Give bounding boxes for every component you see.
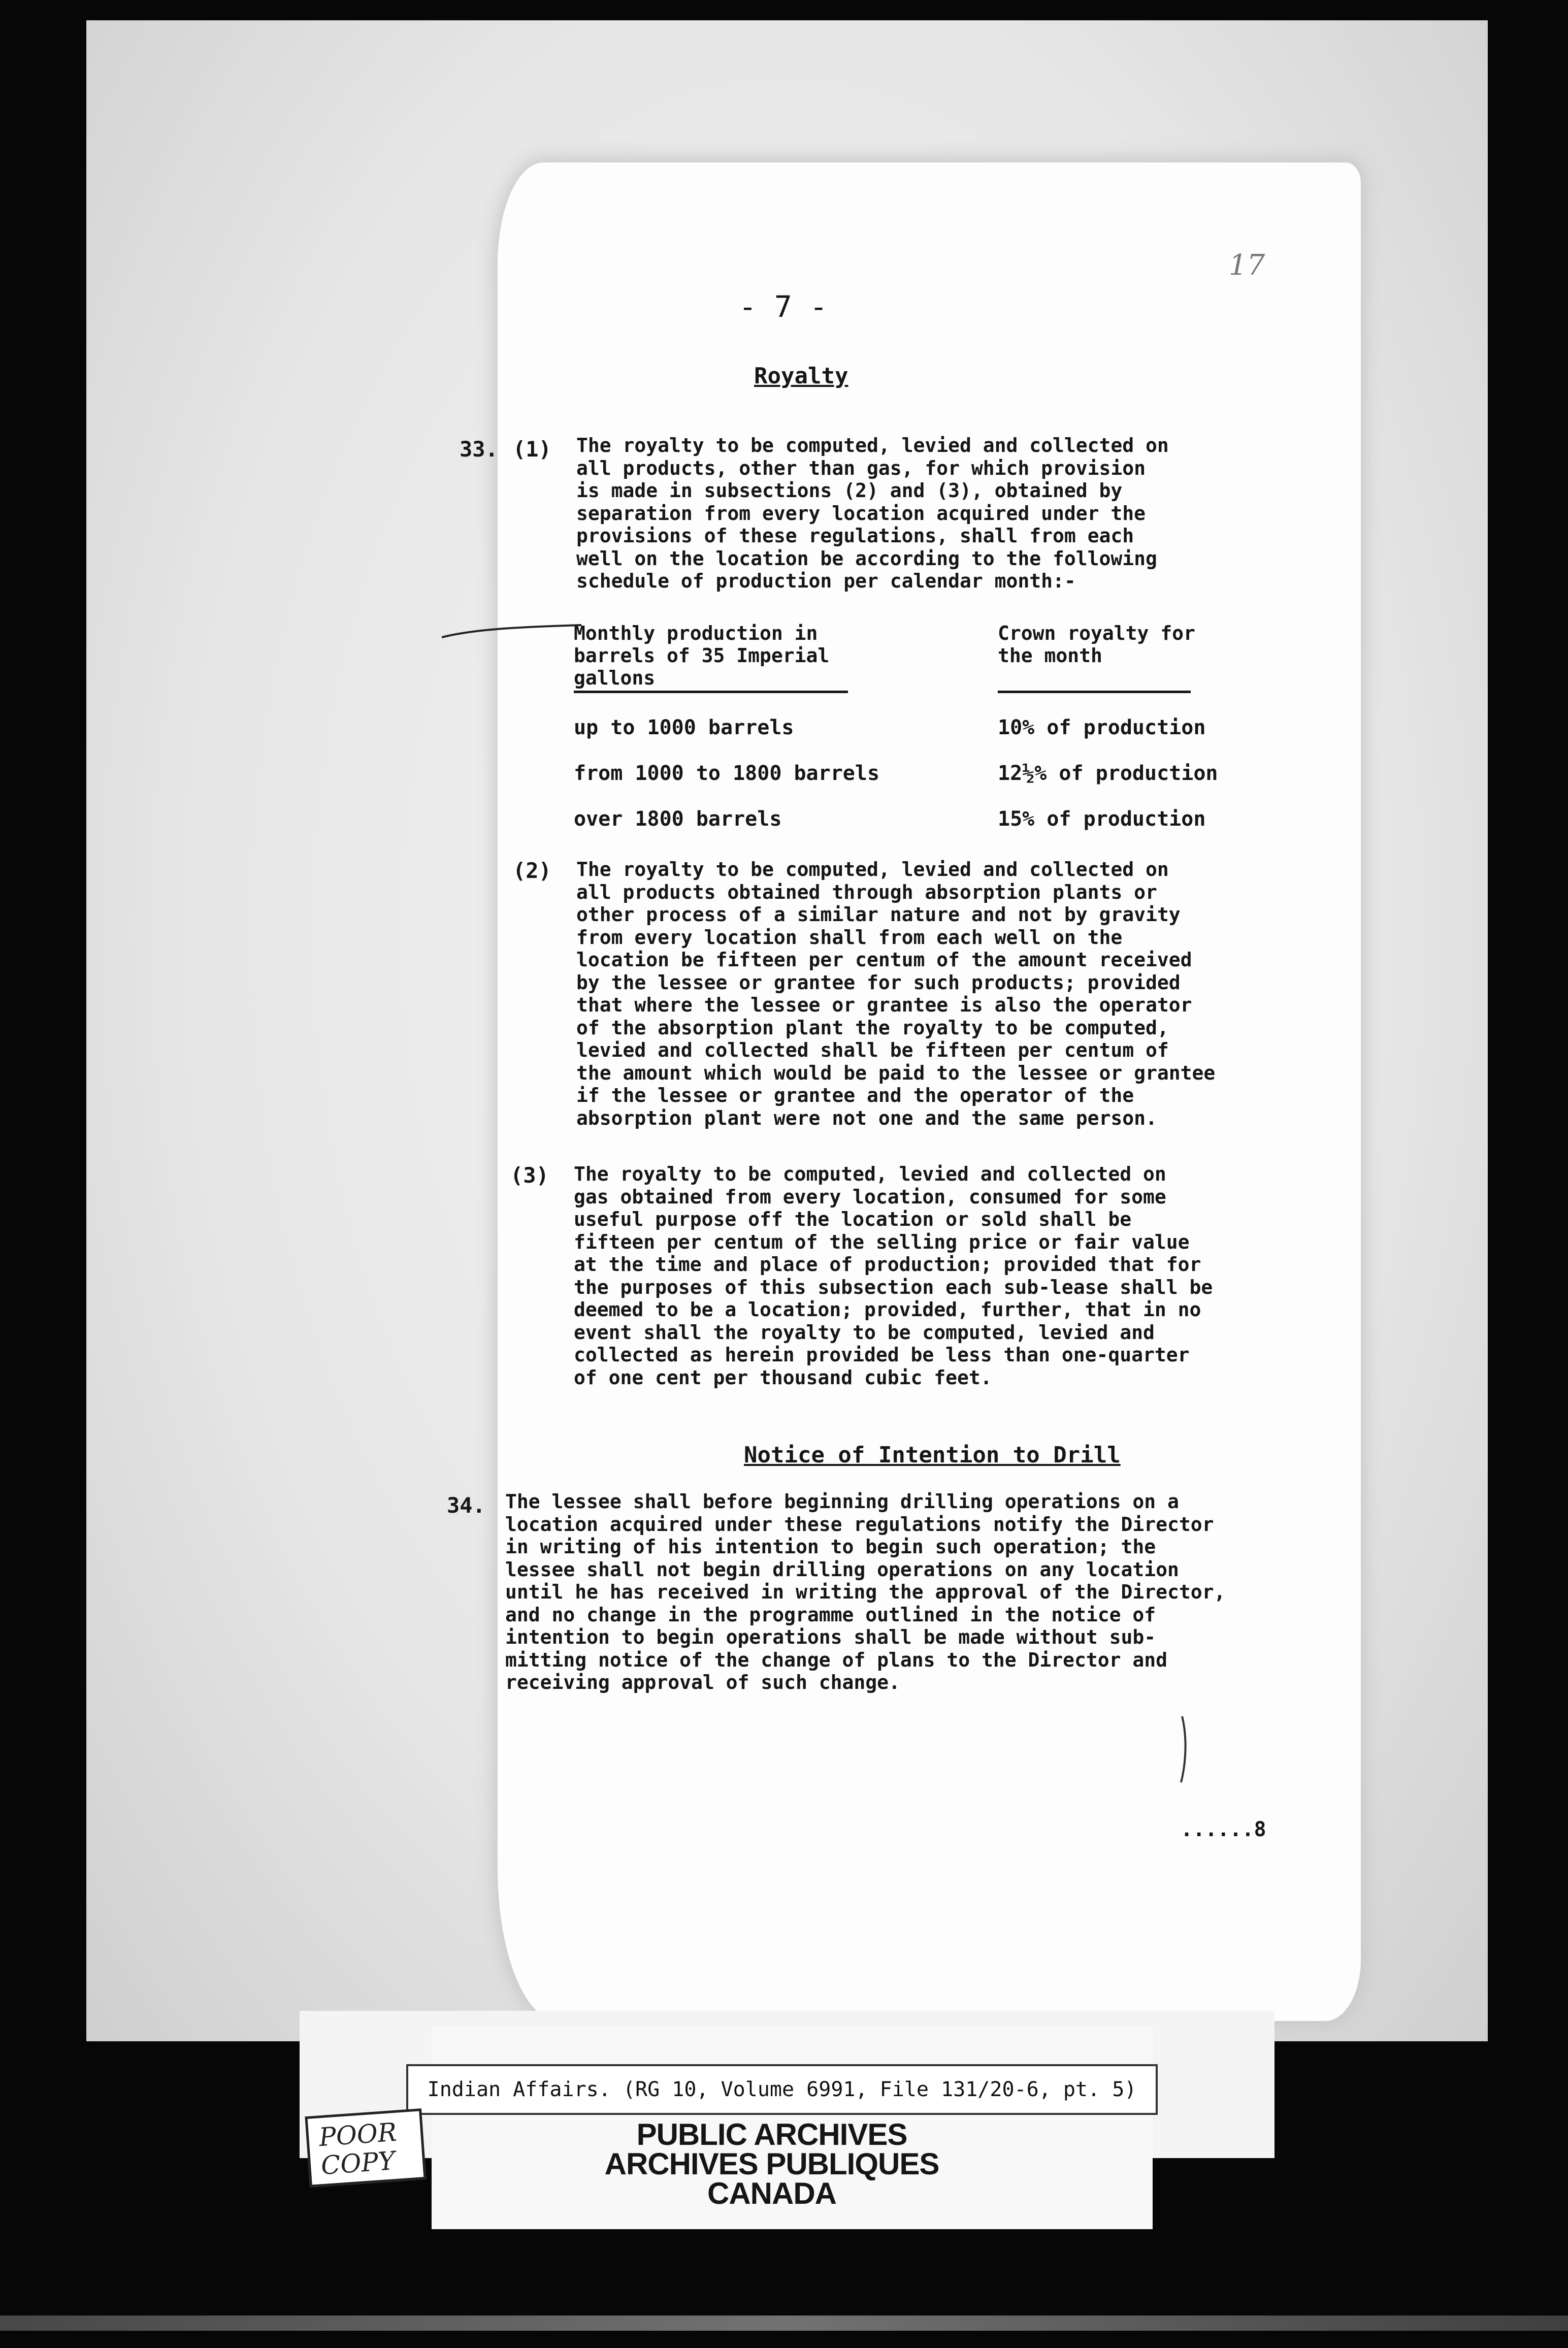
film-edge-strip — [0, 2316, 1568, 2331]
table-row-1-royalty: 10% of production — [998, 716, 1206, 739]
stamp-line-3: CANADA — [707, 2176, 836, 2210]
heading-notice-of-intention: Notice of Intention to Drill — [744, 1442, 1121, 1468]
archive-reference-label: Indian Affairs. (RG 10, Volume 6991, File 131/20-6, pt. 5) — [406, 2064, 1158, 2115]
subsection-3-text: The royalty to be computed, levied and collected on gas obtained from every location, consumed for some useful purpose off the location or sold shall be fifteen per centum of the selling price or fair value at the time and place of production; provided that for the purposes of this subsection each sub-lease shall be deemed to be a location; provided, further, that in no event shall the royalty to be computed, levied and collected as herein provided be less than one-quarter of one cent per thousand cubic feet. — [574, 1163, 1213, 1389]
table-row-2-royalty: 12½% of production — [998, 762, 1218, 785]
stamp-line-1: PUBLIC ARCHIVES — [636, 2117, 907, 2151]
section-33-number: 33. — [460, 437, 498, 462]
heading-royalty: Royalty — [754, 363, 848, 389]
stamp-line-2: ARCHIVES PUBLIQUES — [604, 2147, 939, 2181]
page-number: - 7 - — [739, 289, 828, 324]
section-34-number: 34. — [447, 1493, 485, 1518]
subsection-1-number: (1) — [513, 437, 551, 462]
subsection-3-number: (3) — [510, 1163, 549, 1188]
subsection-2-number: (2) — [513, 858, 551, 883]
archive-stamp — [553, 2117, 990, 2210]
table-header-rule-right — [998, 691, 1191, 693]
handwritten-line — [442, 622, 584, 642]
table-row-1-range: up to 1000 barrels — [574, 716, 794, 739]
poor-copy-note: POOR COPY — [305, 2108, 426, 2188]
handwritten-stroke — [1173, 1716, 1193, 1787]
continuation-mark: ......8 — [1181, 1818, 1266, 1841]
table-row-3-range: over 1800 barrels — [574, 807, 782, 831]
subsection-1-text: The royalty to be computed, levied and collected on all products, other than gas, for which provision is made in subsections (2) and (3), obtained by separation from every location acquired under the provisions of these regulations, shall from each well on the location be according to the following schedule of production per calendar month:- — [576, 434, 1169, 592]
handwritten-page-mark: 17 — [1229, 249, 1265, 282]
subsection-2-text: The royalty to be computed, levied and collected on all products obtained through absorption plants or other process of a similar nature and not by gravity from every location shall from each well on the location be fifteen per centum of the amount received by the lessee or grantee for such products; provided that where the lessee or grantee is also the operator of the absorption plant the royalty to be computed, levied and collected shall be fifteen per centum of the amount which would be paid to the lessee or grantee if the lessee or grantee and the operator of the absorption plant were not one and the same person. — [576, 858, 1216, 1129]
table-header-royalty: Crown royalty for the month — [998, 622, 1195, 667]
table-header-production: Monthly production in barrels of 35 Imperial gallons — [574, 622, 830, 689]
table-header-rule-left — [574, 691, 848, 693]
table-row-3-royalty: 15% of production — [998, 807, 1206, 831]
table-row-2-range: from 1000 to 1800 barrels — [574, 762, 880, 785]
section-34-text: The lessee shall before beginning drilling operations on a location acquired under these regulations notify the Director in writing of his intention to begin such operation; the lessee shall not begin drilling operations on any location until he has received in writing the approval of the Director, and no change in the programme outlined in the notice of intention to begin operations shall be made without sub- mitting notice of the change of plans to the Director and receiving approval of such change. — [505, 1490, 1226, 1693]
